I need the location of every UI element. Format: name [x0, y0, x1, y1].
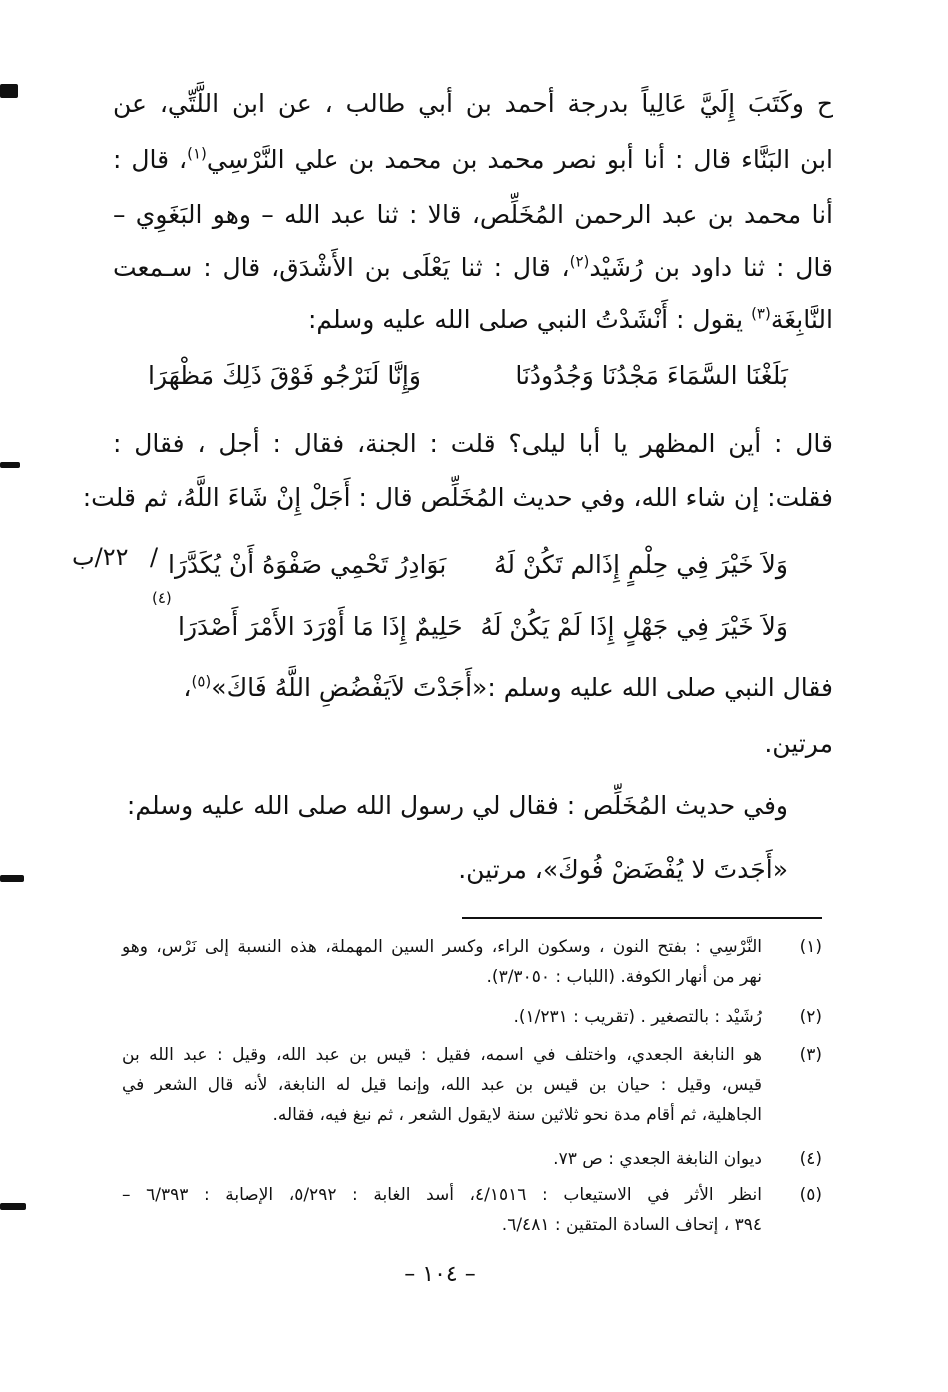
- footnote-line: رُشَيْد : بالتصغير . (تقريب : ١/٢٣١).: [513, 1007, 762, 1027]
- verse-separator-slash: /: [150, 543, 159, 571]
- text-line-6: قال : أين المظهر يا أبا ليلى؟ قلت : الجنة، فقال : أجل ، فقال :: [113, 429, 833, 458]
- book-page: ح وكَتَبَ إِلَيَّ عَالِياً بدرجة أحمد بن أبي طالب ، عن ابن اللَّتِّي، عن ابن البَنَّاء قال : أنا أبو نصر محمد بن محمد بن علي النَّرْسِي$^{(١)}$، قال : أنا محمد بن عبد الرحمن المُخَلِّص، قالا : ثنا عبد الله – وهو البَغَوِي – قال : ثنا داود بن رُشَيْد$^{(٢)}$، قال : ثنا يَعْلَى بن الأَشْدَق، قال : سـمعت النَّابِغَة$^{(٣)}$ يقول : أَنْشَدْتُ النبي صلى الله عليه وسلم: بَلَغْنَا السَّمَاءَ مَجْدُنَا وَجُدُودُنَا وَإِنَّا لَنَرْجُو فَوْقَ ذَلِكَ مَظْهَرَا قال : أين المظهر يا أبا ليلى؟ قلت : الجنة، فقال : أجل ، فقال : فقلت: إن شاء الله، وفي حديث المُخَلِّص قال : أَجَلْ إِنْ شَاءَ اللَّهُ، ثم قلت: وَلاَ خَيْرَ فِي حِلْمٍ إِذَالم تَكُنْ لَهُ بَوَادِرُ تَحْمِي صَفْوَهُ أَنْ يُكَدَّرَا / ٢٢/ب وَلاَ خَيْرَ فِي جَهْلٍ إِذَا لَمْ يَكُنْ لَهُ حَلِيمٌ إِذَا مَا أَوْرَدَ الأَمْرَ أَصْدَرَا (٤) فقال النبي صلى الله عليه وسلم :«أَجَدْتَ لاَيَفْضُضِ اللَّهُ فَاكَ»$^{(٥)}$، مرتين. وفي حديث المُخَلِّص : فقال لي رسول الله صلى الله عليه وسلم: «أَجَدتَ لا يُفْضَضْ فُوكَ»، مرتين. (١) النَّرْسِي : بفتح النون ، وسكون الراء، وكسر السين المهملة، هذه النسبة إلى نَرْس، وهو نهر من أنهار الكوفة. (اللباب : ٣/٣٠٥٠). (٢) رُشَيْد : بالتصغير . (تقريب : ١/٢٣١). (٣) هو النابغة الجعدي، واختلف في اسمه، فقيل : قيس بن عبد الله، وقيل : عبد الله بن قيس، وقيل : حيان بن قيس بن عبد الله، وإنما قيل له النابغة، لأنه قال الشعر في الجاهلية، ثم أقام مدة نحو ثلاثين سنة لايقول الشعر ، ثم نبغ فيه، فقاله. (٤) ديوان النابغة الجعدي : ص ٧٣. (٥) انظر الأثر في الاستيعاب : ٤/١٥١٦، أسد الغابة : ٥/٢٩٢، الإصابة : ٦/٣٩٣ – ٣٩٤ ، إتحاف السادة المتقين : ٦/٤٨١. – ١٠٤ –: [0, 0, 948, 1392]
- footnote-number: (١): [799, 937, 822, 957]
- verse-2-second-hemistich: بَوَادِرُ تَحْمِي صَفْوَهُ أَنْ يُكَدَّرَا: [168, 550, 447, 579]
- manuscript-folio-marker: ٢٢/ب: [72, 543, 129, 571]
- text-line-1: ح وكَتَبَ إِلَيَّ عَالِياً بدرجة أحمد بن أبي طالب ، عن ابن اللَّتِّي، عن: [113, 89, 833, 118]
- page-number: – ١٠٤ –: [404, 1262, 476, 1287]
- scan-artifact: [0, 1203, 26, 1210]
- text-line-7: فقلت: إن شاء الله، وفي حديث المُخَلِّص قال : أَجَلْ إِنْ شَاءَ اللَّهُ، ثم قلت:: [82, 483, 833, 512]
- text-line-3: أنا محمد بن عبد الرحمن المُخَلِّص، قالا : ثنا عبد الله – وهو البَغَوِي –: [113, 200, 833, 229]
- verse-2-first-hemistich: وَلاَ خَيْرَ فِي حِلْمٍ إِذَالم تَكُنْ لَهُ: [493, 550, 788, 579]
- footnote-number: (٢): [799, 1007, 822, 1027]
- text-line-10: وفي حديث المُخَلِّص : فقال لي رسول الله صلى الله عليه وسلم:: [126, 791, 788, 820]
- footnote-line: قيس، وقيل : حيان بن قيس بن عبد الله، وإنما قيل له النابغة، لأنه قال الشعر في: [122, 1075, 762, 1095]
- scan-artifact: [0, 875, 24, 882]
- verse-1-first-hemistich: بَلَغْنَا السَّمَاءَ مَجْدُنَا وَجُدُودُنَا: [515, 361, 788, 390]
- verse-1-second-hemistich: وَإِنَّا لَنَرْجُو فَوْقَ ذَلِكَ مَظْهَرَا: [148, 361, 421, 390]
- scan-artifact: [0, 462, 20, 468]
- footnote-line: هو النابغة الجعدي، واختلف في اسمه، فقيل : قيس بن عبد الله، وقيل : عبد الله بن: [122, 1045, 762, 1065]
- text-line-4: قال : ثنا داود بن رُشَيْد$^{(٢)}$، قال : ثنا يَعْلَى بن الأَشْدَق، قال : سـمعت: [113, 252, 833, 282]
- footnote-number: (٣): [799, 1045, 822, 1065]
- footnote-line: النَّرْسِي : بفتح النون ، وسكون الراء، وكسر السين المهملة، هذه النسبة إلى نَرْس، وهو: [122, 937, 762, 957]
- footnote-line: الجاهلية، ثم أقام مدة نحو ثلاثين سنة لايقول الشعر ، ثم نبغ فيه، فقاله.: [272, 1105, 762, 1125]
- footnote-separator: [462, 917, 822, 919]
- scan-artifact: [0, 84, 18, 98]
- text-line-9: مرتين.: [764, 729, 833, 758]
- text-line-5: النَّابِغَة$^{(٣)}$ يقول : أَنْشَدْتُ النبي صلى الله عليه وسلم:: [307, 304, 833, 334]
- verse-1: [148, 354, 788, 398]
- verse-2: [168, 543, 788, 587]
- verse-3-second-hemistich: حَلِيمٌ إِذَا مَا أَوْرَدَ الأَمْرَ أَصْدَرَا: [178, 612, 463, 641]
- verse-3-first-hemistich: وَلاَ خَيْرَ فِي جَهْلٍ إِذَا لَمْ يَكُنْ لَهُ: [480, 612, 788, 641]
- footnote-number: (٥): [799, 1185, 822, 1205]
- footnote-line: ديوان النابغة الجعدي : ص ٧٣.: [553, 1149, 762, 1169]
- footnote-number: (٤): [799, 1149, 822, 1169]
- footnote-line: نهر من أنهار الكوفة. (اللباب : ٣/٣٠٥٠).: [486, 967, 762, 987]
- text-line-2: ابن البَنَّاء قال : أنا أبو نصر محمد بن محمد بن علي النَّرْسِي$^{(١)}$، قال :: [113, 144, 833, 174]
- text-line-8: فقال النبي صلى الله عليه وسلم :«أَجَدْتَ لاَيَفْضُضِ اللَّهُ فَاكَ»$^{(٥)}$،: [183, 672, 833, 702]
- footnote-line: انظر الأثر في الاستيعاب : ٤/١٥١٦، أسد الغابة : ٥/٢٩٢، الإصابة : ٦/٣٩٣ –: [122, 1185, 762, 1205]
- footnote-line: ٣٩٤ ، إتحاف السادة المتقين : ٦/٤٨١.: [501, 1215, 762, 1235]
- verse-3: [178, 605, 788, 649]
- text-line-11: «أَجَدتَ لا يُفْضَضْ فُوكَ»، مرتين.: [458, 855, 788, 884]
